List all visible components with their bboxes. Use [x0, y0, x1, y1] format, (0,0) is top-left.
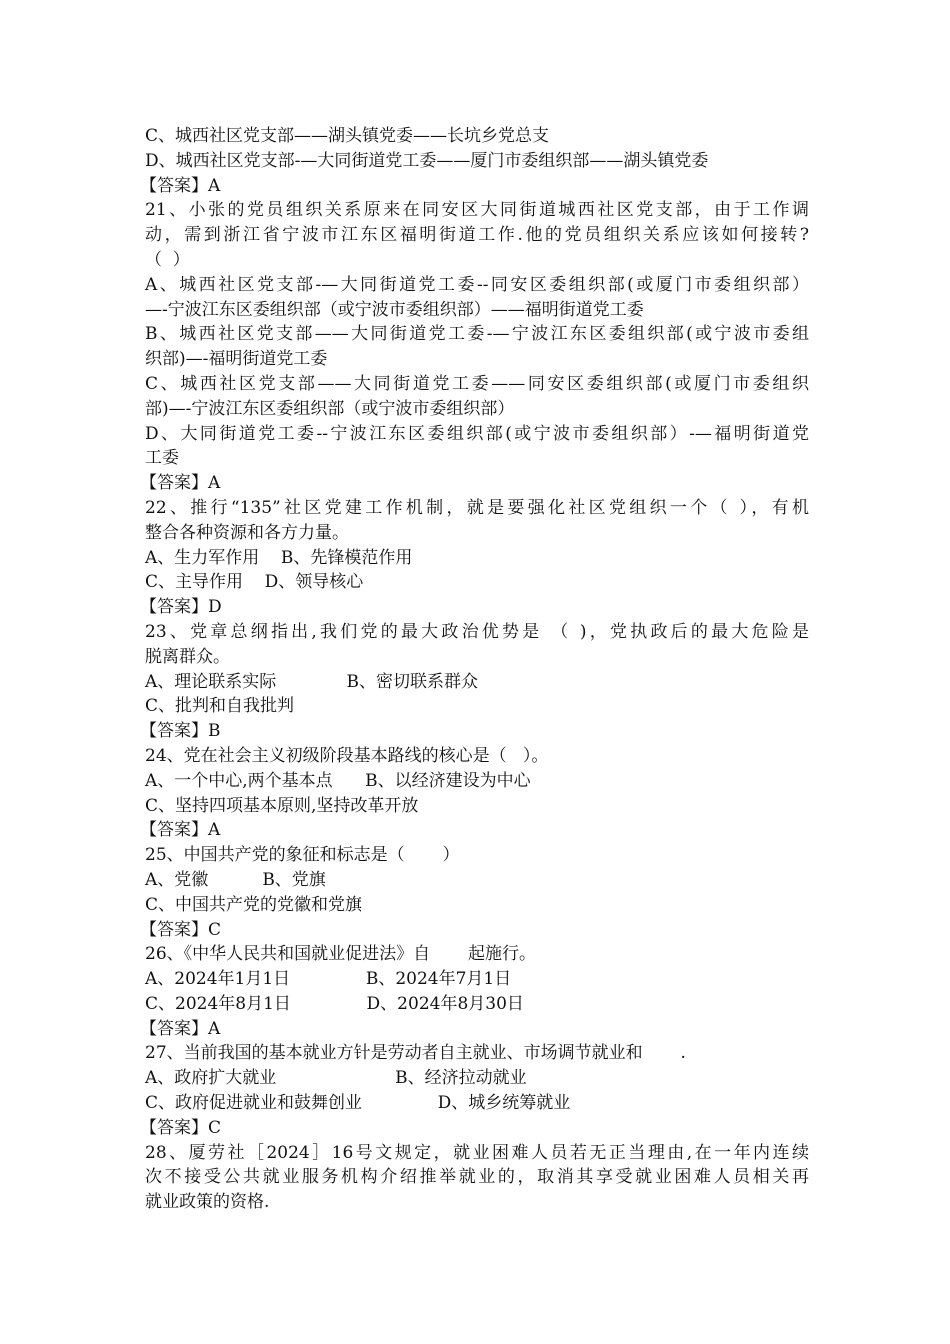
answer-line: 【答案】A [140, 820, 221, 841]
option-line: C、主导作用 D、领导核心 [145, 572, 364, 593]
answer-line: 【答案】D [140, 597, 222, 618]
question-23: 23、党章总纲指出,我们党的最大政治优势是 （ )，党执政后的最大危险是 [145, 621, 809, 642]
text-line: 就业政策的资格. [145, 1192, 270, 1213]
option-line: A、理论联系实际 B、密切联系群众 [145, 671, 479, 692]
text-line: 动，需到浙江省宁波市江东区福明街道工作.他的党员组织关系应该如何接转? [145, 225, 809, 246]
text-line: —-宁波江东区委组织部（或宁波市委组织部）——福明街道党工委 [145, 299, 644, 320]
answer-line: 【答案】C [140, 1117, 222, 1138]
text-line: 脱离群众。 [145, 646, 230, 667]
option-line: A、党徽 B、党旗 [145, 869, 326, 890]
text-line: 部)—-宁波江东区委组织部（或宁波市委组织部） [145, 398, 515, 419]
text-line: 织部)—-福明街道党工委 [145, 349, 328, 370]
option-c: C、城西社区党支部——大同街道党工委——同安区委组织部(或厦门市委组织 [145, 373, 809, 394]
option-line: A、一个中心,两个基本点 B、以经济建设为中心 [145, 770, 531, 791]
question-25: 25、中国共产党的象征和标志是（ ） [145, 845, 460, 866]
question-22: 22、推行“135”社区党建工作机制，就是要强化社区党组织一个（ ），有机 [145, 497, 809, 518]
text-line: D、城西社区党支部-—大同街道党工委——厦门市委组织部——湖头镇党委 [145, 150, 709, 171]
text-line: 次不接受公共就业服务机构介绍推举就业的，取消其享受就业困难人员相关再 [145, 1167, 809, 1188]
option-line: C、坚持四项基本原则,坚持改革开放 [145, 795, 419, 816]
answer-line: 【答案】A [140, 1018, 221, 1039]
text-line: 工委 [145, 448, 179, 469]
question-21: 21、小张的党员组织关系原来在同安区大同街道城西社区党支部，由于工作调 [145, 200, 809, 221]
option-a: A、城西社区党支部-—大同街道党工委--同安区委组织部(或厦门市委组织部） [145, 274, 809, 295]
question-24: 24、党在社会主义初级阶段基本路线的核心是（ ）。 [145, 745, 549, 766]
question-28: 28、厦劳社［2024］16号文规定，就业困难人员若无正当理由,在一年内连续 [145, 1142, 809, 1163]
answer-line: 【答案】B [140, 721, 221, 742]
text-line: （ ） [145, 249, 190, 270]
text-line: 整合各种资源和各方力量。 [145, 522, 349, 543]
option-line: A、政府扩大就业 B、经济拉动就业 [145, 1068, 527, 1089]
option-line: C、2024年8月1日 D、2024年8月30日 [145, 993, 524, 1014]
document-page [140, 124, 809, 1215]
option-line: A、生力军作用 B、先锋模范作用 [145, 547, 413, 568]
option-line: A、2024年1月1日 B、2024年7月1日 [145, 969, 512, 990]
option-b: B、城西社区党支部——大同街道党工委-—宁波江东区委组织部(或宁波市委组 [145, 324, 809, 345]
question-26: 26、《中华人民共和国就业促进法》自 起施行。 [145, 944, 536, 965]
question-27: 27、当前我国的基本就业方针是劳动者自主就业、市场调节就业和 . [145, 1043, 686, 1064]
text-line: C、城西社区党支部——湖头镇党委——长坑乡党总支 [145, 126, 550, 146]
answer-line: 【答案】C [140, 919, 222, 940]
option-line: C、中国共产党的党徽和党旗 [145, 894, 363, 915]
option-line: C、政府促进就业和鼓舞创业 D、城乡统筹就业 [145, 1093, 571, 1114]
answer-line: 【答案】A [140, 473, 221, 494]
option-d: D、大同街道党工委--宁波江东区委组织部(或宁波市委组织部）-—福明街道党 [145, 423, 809, 444]
option-line: C、批判和自我批判 [145, 696, 295, 717]
answer-line: 【答案】A [140, 175, 221, 196]
